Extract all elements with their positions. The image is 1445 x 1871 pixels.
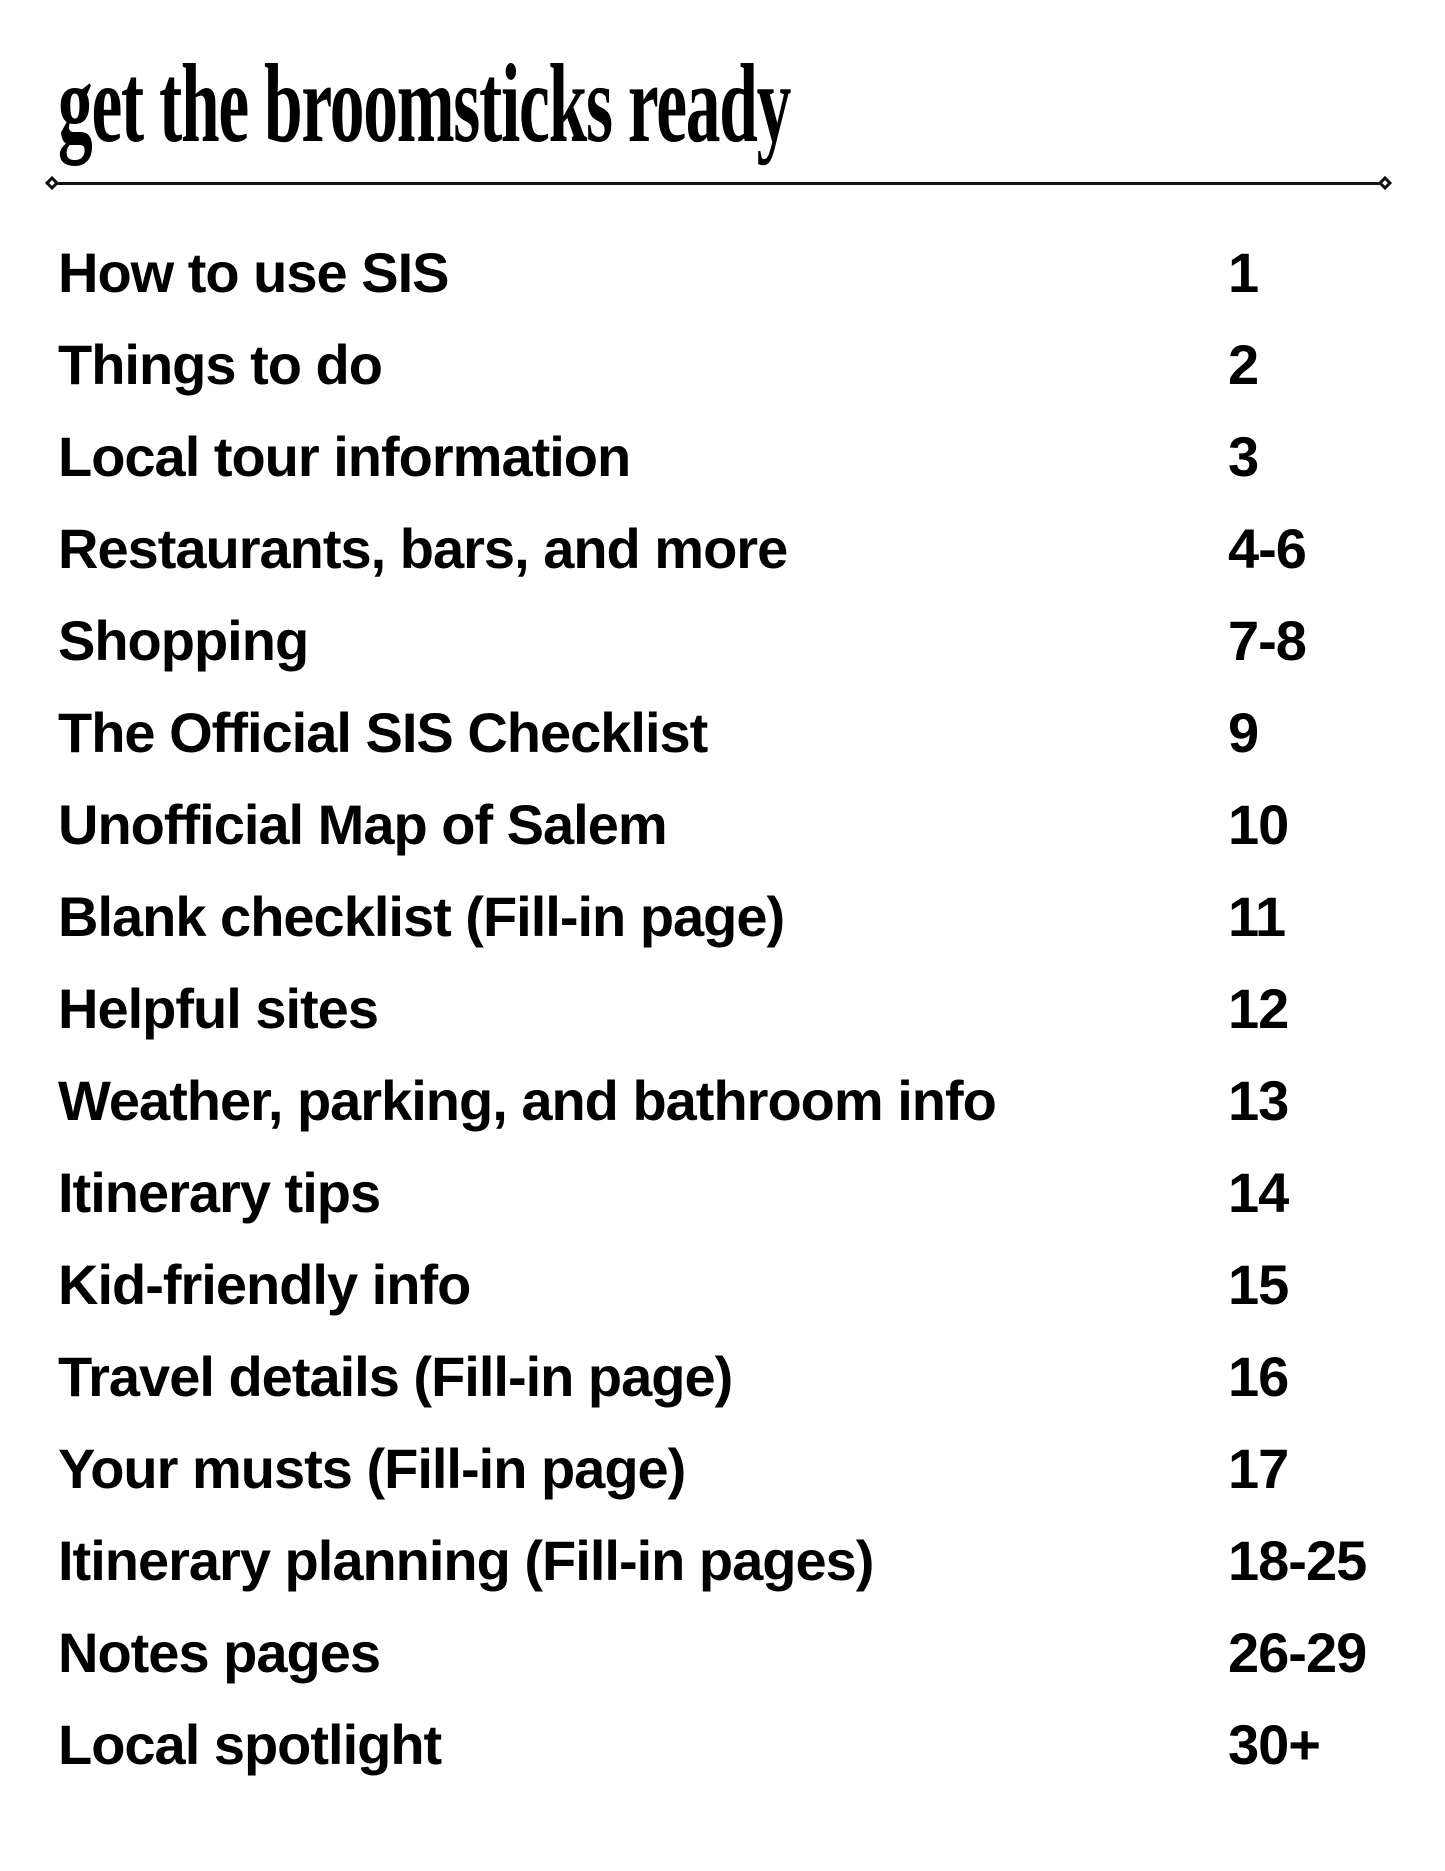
toc-entry (58, 1607, 1390, 1699)
toc-entry-label: Itinerary tips (58, 1161, 381, 1225)
toc-entry (58, 963, 1390, 1055)
toc-entry (58, 1331, 1390, 1423)
toc-entry-label: Restaurants, bars, and more (58, 517, 788, 581)
title-divider (47, 173, 1390, 193)
toc-entry-label: Blank checklist (Fill-in page) (58, 885, 785, 949)
toc-entry (58, 319, 1390, 411)
toc-entry-page: 2 (1228, 333, 1259, 397)
toc-list (58, 227, 1390, 1791)
toc-entry-page: 13 (1228, 1069, 1289, 1133)
page-title: get the broomsticks ready (58, 42, 791, 166)
toc-entry-page: 15 (1228, 1253, 1289, 1317)
toc-entry (58, 779, 1390, 871)
diamond-icon (1378, 176, 1392, 190)
toc-entry (58, 503, 1390, 595)
toc-entry-page: 17 (1228, 1437, 1289, 1501)
diamond-icon (45, 176, 59, 190)
toc-entry-page: 3 (1228, 425, 1259, 489)
toc-entry-label: Local tour information (58, 425, 631, 489)
toc-entry (58, 871, 1390, 963)
toc-entry-page: 16 (1228, 1345, 1289, 1409)
toc-entry-label: Unofficial Map of Salem (58, 793, 667, 857)
toc-entry-label: Shopping (58, 609, 309, 673)
toc-entry-label: Local spotlight (58, 1713, 442, 1777)
toc-entry-label: Helpful sites (58, 977, 378, 1041)
toc-entry-label: The Official SIS Checklist (58, 701, 708, 765)
toc-entry-page: 14 (1228, 1161, 1289, 1225)
toc-entry-label: Things to do (58, 333, 382, 397)
toc-entry-page: 1 (1228, 241, 1259, 305)
toc-entry (58, 411, 1390, 503)
page-header (0, 0, 1445, 167)
toc-entry-page: 30+ (1228, 1713, 1320, 1777)
toc-entry (58, 1423, 1390, 1515)
toc-entry-label: Weather, parking, and bathroom info (58, 1069, 996, 1133)
toc-entry-label: Kid-friendly info (58, 1253, 471, 1317)
toc-entry-page: 4-6 (1228, 517, 1306, 581)
toc-entry (58, 1699, 1390, 1791)
toc-entry (58, 687, 1390, 779)
divider-line (56, 182, 1381, 185)
toc-entry (58, 1055, 1390, 1147)
toc-entry-label: Itinerary planning (Fill-in pages) (58, 1529, 874, 1593)
toc-entry (58, 1239, 1390, 1331)
toc-entry-page: 7-8 (1228, 609, 1306, 673)
toc-entry (58, 1147, 1390, 1239)
toc-entry-page: 18-25 (1228, 1529, 1367, 1593)
toc-entry (58, 227, 1390, 319)
toc-entry-label: How to use SIS (58, 241, 449, 305)
toc-entry-page: 11 (1228, 885, 1286, 949)
toc-entry-page: 12 (1228, 977, 1289, 1041)
toc-entry-page: 10 (1228, 793, 1289, 857)
toc-entry-label: Your musts (Fill-in page) (58, 1437, 686, 1501)
toc-entry (58, 595, 1390, 687)
toc-entry-page: 26-29 (1228, 1621, 1367, 1685)
toc-entry-label: Notes pages (58, 1621, 380, 1685)
toc-entry (58, 1515, 1390, 1607)
toc-entry-page: 9 (1228, 701, 1259, 765)
toc-entry-label: Travel details (Fill-in page) (58, 1345, 733, 1409)
